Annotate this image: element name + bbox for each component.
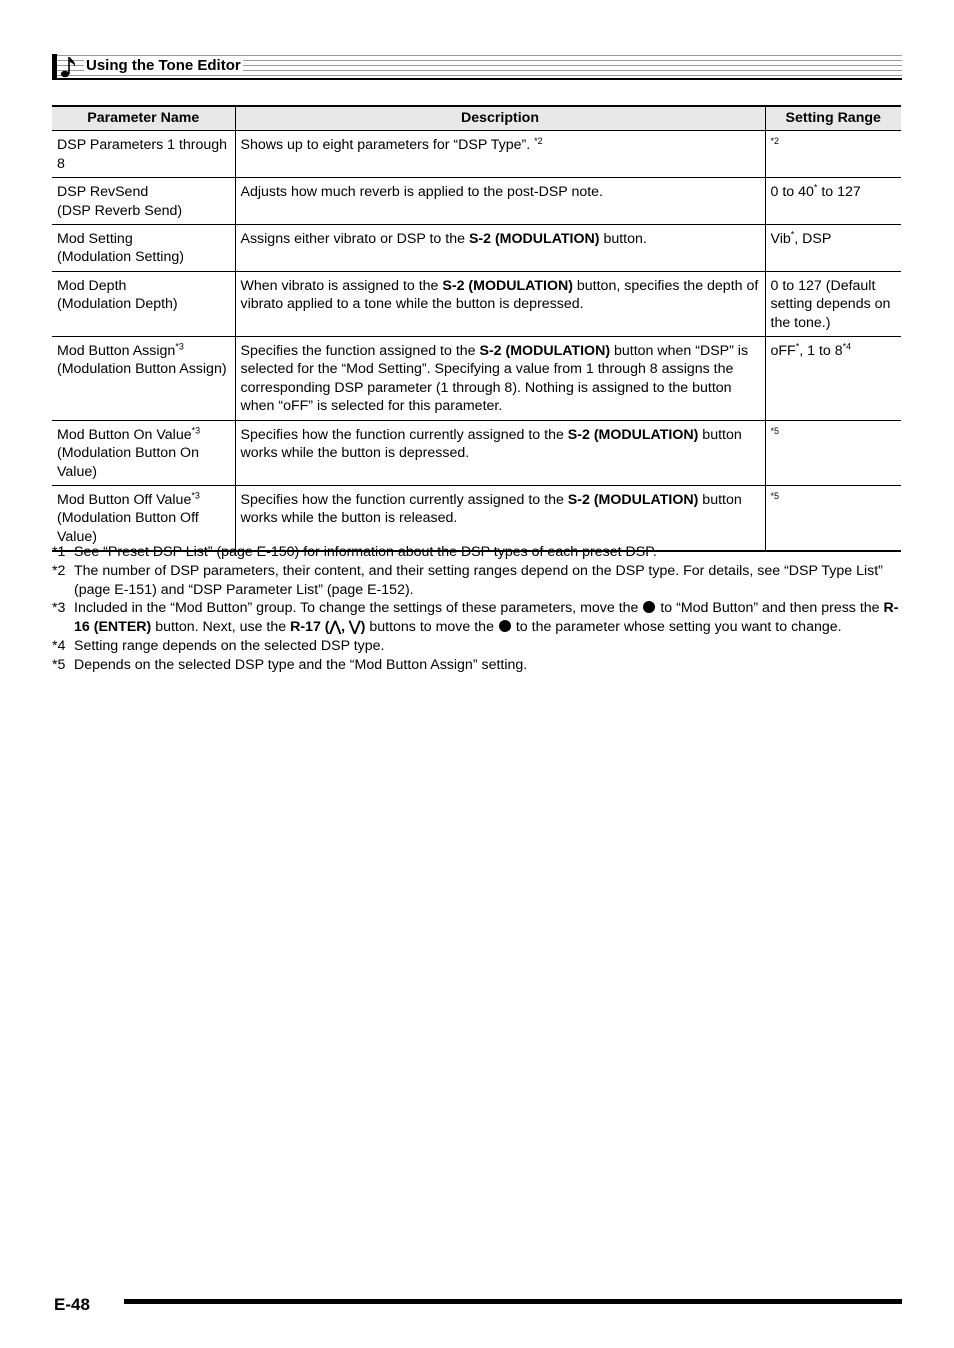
description-cell: Shows up to eight parameters for “DSP Type”. *2 [235, 131, 765, 178]
parameter-table [52, 105, 901, 552]
parameter-name-cell: Mod Button Off Value$^{*3}$ (Modulation Button Off Value) [52, 485, 235, 551]
footer-rule [124, 1299, 902, 1304]
page-section-title: Using the Tone Editor [86, 57, 241, 74]
parameter-name-cell: Mod Setting (Modulation Setting) [52, 225, 235, 272]
footnote-text: See “Preset DSP List” (page E-150) for information about the DSP types of each preset DSP. [74, 544, 657, 560]
description-cell: Assigns either vibrato or DSP to the S-2 (MODULATION) button. [235, 225, 765, 272]
arrow-key-label: R-17 (⋀, ⋁) [290, 619, 366, 636]
page-number: E-48 [54, 1295, 90, 1314]
footnote-mark: *5 [52, 656, 66, 673]
footnote: *3 Included in the “Mod Button” group. To change the settings of these parameters, move the to “Mod Button” and then press the R-16 (ENTER) button. Next, use the R-17 (⋀, ⋁) buttons to move the to the parameter whose setting you want to change. [52, 600, 899, 636]
down-arrow-icon: ⋁ [349, 619, 361, 636]
setting-range-cell: 0 to 40* to 127 [765, 178, 901, 225]
column-header-setting-range: Setting Range [765, 106, 901, 131]
footnote [52, 562, 902, 600]
setting-range-cell: Vib*, DSP [765, 225, 901, 272]
table-row [52, 420, 901, 485]
table-row [52, 178, 901, 225]
footnote [52, 637, 902, 656]
footnote-mark: *1 [52, 544, 66, 560]
bullet-cursor-icon [499, 620, 511, 632]
description-cell: Specifies how the function currently assigned to the S-2 (MODULATION) button works while the button is depressed. [235, 420, 765, 485]
header-underline [57, 78, 902, 80]
table-row [52, 337, 901, 421]
music-note-icon [60, 55, 78, 79]
description-cell: Adjusts how much reverb is applied to the post-DSP note. [235, 178, 765, 225]
column-header-parameter-name: Parameter Name [52, 106, 235, 131]
footnote-mark: *2 [52, 562, 66, 579]
footnote-text: Setting range depends on the selected DSP type. [74, 637, 385, 654]
description-cell: When vibrato is assigned to the S-2 (MODULATION) button, specifies the depth of vibrato applied to a tone while the button is depressed. [235, 271, 765, 336]
up-arrow-icon: ⋀ [329, 619, 342, 636]
footnotes [52, 543, 902, 675]
bullet-cursor-icon [643, 601, 655, 613]
setting-range-cell: *2 [765, 131, 901, 178]
description-cell: Specifies how the function currently assigned to the S-2 (MODULATION) button works while the button is released. [235, 485, 765, 551]
setting-range-cell: *5 [765, 420, 901, 485]
footnote-text: Depends on the selected DSP type and the “Mod Button Assign” setting. [74, 656, 528, 673]
table-row [52, 485, 901, 551]
table-row [52, 131, 901, 178]
parameter-name-cell: DSP Parameters 1 through 8 [52, 131, 235, 178]
table-row [52, 225, 901, 272]
footnote [52, 543, 902, 562]
table-header-row [52, 106, 901, 131]
enter-key-label: R-16 (ENTER) [74, 600, 899, 636]
table-row [52, 271, 901, 336]
parameter-name-cell: Mod Button On Value$^{*3}$ (Modulation Button On Value) [52, 420, 235, 485]
description-cell: Specifies the function assigned to the S-2 (MODULATION) button when “DSP” is selected for the “Mod Setting”. Specifying a value from 1 through 8 assigns the corresponding DSP parameter (1 through 8). Nothing is assigned to the button when “oFF” is selected for this parameter. [235, 337, 765, 421]
parameter-name-cell: DSP RevSend (DSP Reverb Send) [52, 178, 235, 225]
setting-range-cell: oFF*, 1 to 8$^{*4}$ [765, 337, 901, 421]
footnote-text: The number of DSP parameters, their content, and their setting ranges depend on the DSP type. For details, see “DSP Type List” (page E-151) and “DSP Parameter List” (page E-152). [74, 562, 883, 598]
footnote [52, 656, 902, 675]
parameter-name-cell: Mod Button Assign$^{*3}$ (Modulation Button Assign) [52, 337, 235, 421]
footnote-mark: *4 [52, 637, 66, 654]
column-header-description: Description [235, 106, 765, 131]
setting-range-cell: *5 [765, 485, 901, 551]
setting-range-cell: 0 to 127 (Default setting depends on the tone.) [765, 271, 901, 336]
footnote-mark: *3 [52, 600, 66, 617]
section-header [52, 54, 902, 80]
parameter-name-cell: Mod Depth (Modulation Depth) [52, 271, 235, 336]
